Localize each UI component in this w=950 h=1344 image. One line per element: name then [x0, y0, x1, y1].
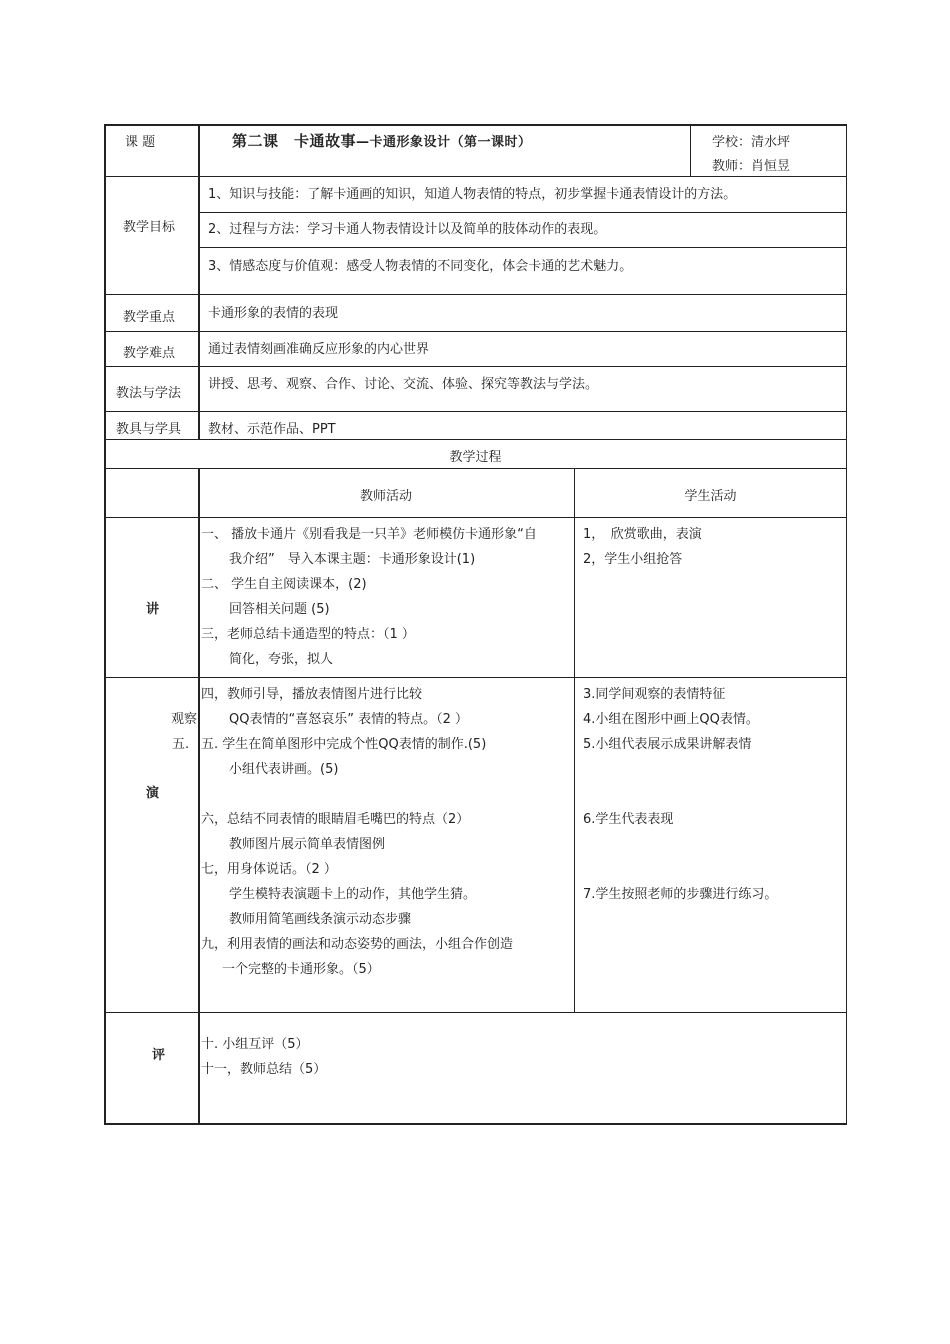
key-point-label: 教学重点 — [123, 310, 176, 325]
row-sep-yan — [104, 1012, 847, 1013]
objective-2: 2、过程与方法：学习卡通人物表情设计以及简单的肢体动作的表现。 — [208, 222, 607, 237]
header-school-divider — [690, 124, 691, 176]
table-border-right — [846, 124, 848, 1124]
yan-student-line: 7.学生按照老师的步骤进行练习。 — [583, 887, 778, 902]
objective-sep-1 — [198, 212, 847, 213]
yan-student-line: 5.小组代表展示成果讲解表情 — [583, 737, 752, 752]
tools-value: 教材、示范作品、PPT — [208, 422, 336, 437]
teacher-name: 教师：肖恒昱 — [712, 159, 791, 174]
ping-teacher-line: 十. 小组互评（5） — [201, 1037, 309, 1052]
yan-side-note: 观察 — [171, 712, 198, 727]
yan-teacher-line: QQ表情的“喜怒哀乐” 表情的特点。（2 ） — [229, 712, 468, 727]
objective-1: 1、知识与技能：了解卡通画的知识，知道人物表情的特点，初步掌握卡通表情设计的方法。 — [208, 187, 737, 202]
jiang-teacher-line: 三，老师总结卡通造型的特点：（1 ） — [201, 627, 415, 642]
row-sep-difficulty — [104, 366, 847, 367]
objective-sep-2 — [198, 247, 847, 248]
yan-teacher-line: 小组代表讲画。(5) — [229, 762, 339, 777]
page-title — [232, 130, 532, 151]
tools-label: 教具与学具 — [116, 422, 182, 437]
yan-teacher-line: 教师用简笔画线条演示动态步骤 — [229, 912, 412, 927]
objective-3: 3、情感态度与价值观：感受人物表情的不同变化，体会卡通的艺术魅力。 — [208, 259, 633, 274]
yan-teacher-line: 六，总结不同表情的眼睛眉毛嘴巴的特点（2） — [201, 812, 470, 827]
methods-label: 教法与学法 — [116, 386, 182, 401]
jiang-student-line: 2，学生小组抢答 — [583, 552, 683, 567]
yan-student-line: 3.同学间观察的表情特征 — [583, 687, 726, 702]
school-name: 学校：清水坪 — [712, 135, 791, 150]
title-sub: —卡通形象设计（第一课时） — [356, 135, 532, 150]
difficulty-value: 通过表情刻画准确反应形象的内心世界 — [208, 342, 430, 357]
label-col-divider-b — [198, 468, 200, 1124]
yan-teacher-line: 学生模特表演题卡上的动作，其他学生猜。 — [229, 887, 477, 902]
activity-col-divider — [574, 468, 575, 1013]
yan-teacher-line: 九，利用表情的画法和动态姿势的画法，小组合作创造 — [201, 937, 514, 952]
methods-value: 讲授、思考、观察、合作、讨论、交流、体验、探究等教法与学法。 — [208, 377, 599, 392]
title-main: 第二课 卡通故事 — [232, 132, 357, 150]
yan-teacher-line: 五. 学生在简单图形中完成个性QQ表情的制作.(5) — [201, 737, 487, 752]
row-sep-objectives — [104, 294, 847, 295]
yan-teacher-line: 教师图片展示简单表情图例 — [229, 837, 386, 852]
section-yan-label: 演 — [146, 786, 160, 801]
jiang-student-line: 1， 欣赏歌曲，表演 — [583, 527, 702, 542]
table-border-top — [104, 124, 847, 126]
jiang-teacher-line: 二、 学生自主阅读课本，(2) — [201, 577, 367, 592]
difficulty-label: 教学难点 — [123, 346, 176, 361]
row-sep-colheads — [104, 517, 847, 518]
teacher-activity-header: 教师活动 — [359, 489, 412, 504]
yan-student-line: 6.学生代表表现 — [583, 812, 674, 827]
student-activity-header: 学生活动 — [684, 489, 737, 504]
section-ping-label: 评 — [152, 1048, 166, 1063]
jiang-teacher-line: 我介绍” 导入本课主题：卡通形象设计(1) — [229, 552, 476, 567]
row-sep-tools — [104, 439, 847, 440]
row-sep-process — [104, 468, 847, 469]
table-border-bottom — [104, 1123, 847, 1125]
row-sep-methods — [104, 411, 847, 412]
label-col-divider-a — [198, 124, 200, 439]
row-sep-keypoint — [104, 331, 847, 332]
row-sep-header — [104, 176, 847, 177]
yan-student-line: 4.小组在图形中画上QQ表情。 — [583, 712, 759, 727]
ping-teacher-line: 十一，教师总结（5） — [201, 1062, 327, 1077]
row-sep-jiang — [104, 677, 847, 678]
lesson-label: 课 题 — [125, 135, 156, 150]
yan-teacher-line: 七，用身体说话。（2 ） — [201, 862, 337, 877]
yan-teacher-line: 一个完整的卡通形象。（5） — [222, 962, 380, 977]
objectives-label: 教学目标 — [123, 220, 176, 235]
section-jiang-label: 讲 — [146, 602, 160, 617]
jiang-teacher-line: 回答相关问题 (5) — [229, 602, 330, 617]
jiang-teacher-line: 简化，夸张，拟人 — [229, 652, 334, 667]
yan-teacher-line: 四，教师引导，播放表情图片进行比较 — [201, 687, 423, 702]
yan-side-note: 五. — [172, 737, 190, 752]
jiang-teacher-line: 一、 播放卡通片《别看我是一只羊》老师模仿卡通形象“自 — [201, 527, 537, 542]
key-point-value: 卡通形象的表情的表现 — [208, 306, 339, 321]
table-border-left — [104, 124, 106, 1124]
process-label: 教学过程 — [449, 450, 502, 465]
